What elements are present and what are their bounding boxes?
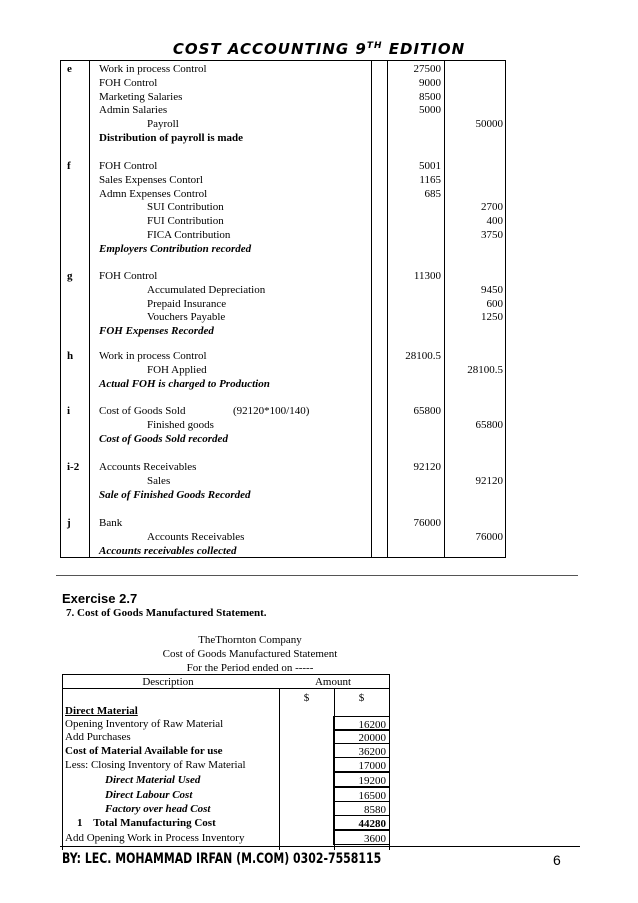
statement-period: For the Period ended on ----- bbox=[186, 662, 314, 674]
journal-account: Sales Expenses Contorl bbox=[99, 173, 203, 186]
statement-amount: 19200 bbox=[358, 775, 386, 787]
header-row-line bbox=[62, 688, 390, 689]
amount-cell bbox=[333, 815, 390, 830]
credit-amount: 1250 bbox=[481, 311, 503, 324]
journal-account: FOH Control bbox=[99, 76, 158, 89]
col-header-amount: Amount bbox=[314, 676, 352, 688]
credit-amount: 9450 bbox=[481, 283, 503, 296]
statement-row-label: Direct Material bbox=[65, 705, 138, 717]
debit-amount: 5000 bbox=[419, 104, 441, 117]
amount-cell bbox=[333, 743, 390, 758]
journal-account: Bank bbox=[99, 517, 123, 529]
journal-account: Accumulated Depreciation bbox=[147, 283, 266, 296]
journal-account: SUI Contribution bbox=[147, 201, 224, 214]
journal-account: Prepaid Insurance bbox=[147, 297, 227, 310]
debit-amount: 11300 bbox=[413, 270, 441, 282]
journal-account: FUI Contribution bbox=[147, 215, 224, 228]
journal-account: FOH Control bbox=[99, 270, 158, 282]
entry-narration: Sale of Finished Goods Recorded bbox=[99, 488, 251, 501]
cogm-statement-table bbox=[62, 674, 390, 850]
debit-amount: 1165 bbox=[419, 173, 441, 186]
amount-cell bbox=[333, 787, 390, 802]
debit-amount: 28100.5 bbox=[405, 350, 441, 362]
statement-amount: 17000 bbox=[358, 760, 386, 772]
statement-row-label: Opening Inventory of Raw Material bbox=[65, 718, 224, 730]
amount-cell bbox=[333, 729, 390, 744]
entry-narration: Actual FOH is charged to Production bbox=[99, 377, 270, 390]
entry-narration: Employers Contribution recorded bbox=[99, 242, 252, 255]
debit-amount: 9000 bbox=[419, 76, 441, 89]
entry-id: e bbox=[67, 63, 72, 75]
debit-amount: 65800 bbox=[413, 405, 441, 417]
journal-account: Admin Salaries bbox=[99, 104, 168, 117]
entry-id: i-2 bbox=[67, 461, 80, 473]
statement-row-label: Less: Closing Inventory of Raw Material bbox=[65, 759, 246, 771]
debit-amount: 5001 bbox=[419, 160, 441, 172]
entry-id: h bbox=[67, 350, 74, 362]
credit-amount: 92120 bbox=[475, 474, 503, 487]
journal-account: FICA Contribution bbox=[147, 229, 231, 241]
company-name: TheThornton Company bbox=[198, 634, 302, 646]
journal-account: Marketing Salaries bbox=[99, 90, 183, 103]
statement-row-label: Add Purchases bbox=[65, 731, 131, 743]
entry-narration: Accounts receivables collected bbox=[99, 544, 237, 557]
journal-account: Work in process Control bbox=[99, 63, 207, 75]
debit-amount: 76000 bbox=[413, 517, 441, 529]
statement-row-label: Factory over head Cost bbox=[105, 803, 211, 815]
amount-cell bbox=[333, 830, 390, 845]
entry-narration: Distribution of payroll is made bbox=[99, 132, 244, 144]
statement-amount: 44280 bbox=[358, 818, 386, 830]
debit-amount: 92120 bbox=[413, 461, 441, 473]
journal-account: Accounts Receivables bbox=[147, 530, 245, 543]
entry-id: j bbox=[67, 517, 71, 529]
journal-account: Finished goods bbox=[147, 418, 214, 431]
footer-author: BY: LEC. MOHAMMAD IRFAN (M.COM) 0302-7558115 bbox=[62, 851, 382, 867]
entry-narration: Cost of Goods Sold recorded bbox=[99, 432, 228, 445]
currency-label: $ bbox=[303, 692, 310, 704]
entry-narration: FOH Expenses Recorded bbox=[99, 325, 214, 338]
journal-account: Accounts Receivables bbox=[99, 461, 197, 473]
page-number: 6 bbox=[553, 852, 561, 868]
col-header-description: Description bbox=[142, 676, 194, 688]
amount-cell bbox=[333, 801, 390, 816]
journal-account: FOH Control bbox=[99, 160, 158, 172]
credit-amount: 400 bbox=[486, 215, 503, 228]
credit-amount: 600 bbox=[486, 297, 503, 310]
statement-row-label: Direct Material Used bbox=[105, 774, 201, 786]
col-divider bbox=[387, 61, 388, 557]
exercise-subtitle: 7. Cost of Goods Manufactured Statement. bbox=[66, 607, 267, 619]
journal-account: Payroll bbox=[147, 118, 179, 131]
header-title: COST ACCOUNTING 9 bbox=[172, 40, 367, 58]
journal-formula: (92120*100/140) bbox=[233, 405, 310, 417]
currency-label: $ bbox=[358, 692, 365, 704]
credit-amount: 65800 bbox=[475, 418, 503, 431]
amount-cell bbox=[333, 757, 390, 772]
footer-divider bbox=[60, 846, 580, 847]
statement-amount: 16500 bbox=[358, 790, 386, 802]
entry-id: i bbox=[67, 405, 71, 417]
section-divider bbox=[56, 575, 578, 576]
col-divider bbox=[444, 61, 445, 557]
statement-row-label: Direct Labour Cost bbox=[105, 789, 193, 801]
amount-cell bbox=[333, 772, 390, 787]
credit-amount: 50000 bbox=[475, 118, 503, 131]
credit-amount: 3750 bbox=[481, 229, 503, 241]
statement-amount: 20000 bbox=[358, 732, 386, 744]
header-sup: TH bbox=[366, 41, 383, 51]
journal-table bbox=[60, 60, 506, 558]
journal-account: Admn Expenses Control bbox=[99, 187, 208, 200]
credit-amount: 2700 bbox=[481, 201, 503, 214]
statement-amount: 16200 bbox=[358, 719, 386, 731]
debit-amount: 8500 bbox=[419, 90, 441, 103]
statement-amount: 3600 bbox=[364, 833, 386, 845]
credit-amount: 76000 bbox=[475, 530, 503, 543]
journal-account: Work in process Control bbox=[99, 350, 207, 362]
statement-row-label: Add Opening Work in Process Inventory bbox=[65, 832, 245, 844]
header-suffix: EDITION bbox=[382, 40, 466, 58]
debit-amount: 27500 bbox=[413, 63, 441, 75]
statement-amount: 8580 bbox=[364, 804, 386, 816]
debit-amount: 685 bbox=[424, 187, 441, 200]
statement-amount: 36200 bbox=[358, 746, 386, 758]
journal-account: FOH Applied bbox=[147, 363, 207, 376]
statement-row-label: Cost of Material Available for use bbox=[65, 745, 223, 757]
entry-id: g bbox=[67, 270, 73, 282]
page-header bbox=[0, 40, 638, 58]
journal-account: Vouchers Payable bbox=[147, 311, 226, 324]
statement-name: Cost of Goods Manufactured Statement bbox=[162, 648, 338, 660]
col-divider bbox=[371, 61, 372, 557]
entry-id: f bbox=[67, 160, 71, 172]
col-divider bbox=[89, 61, 90, 557]
credit-amount: 28100.5 bbox=[467, 363, 503, 376]
journal-account: Cost of Goods Sold bbox=[99, 405, 186, 417]
journal-account: Sales bbox=[147, 474, 171, 487]
statement-row-label: 1 Total Manufacturing Cost bbox=[77, 817, 216, 829]
amount-col-divider bbox=[279, 688, 280, 850]
exercise-title: Exercise 2.7 bbox=[62, 591, 138, 606]
